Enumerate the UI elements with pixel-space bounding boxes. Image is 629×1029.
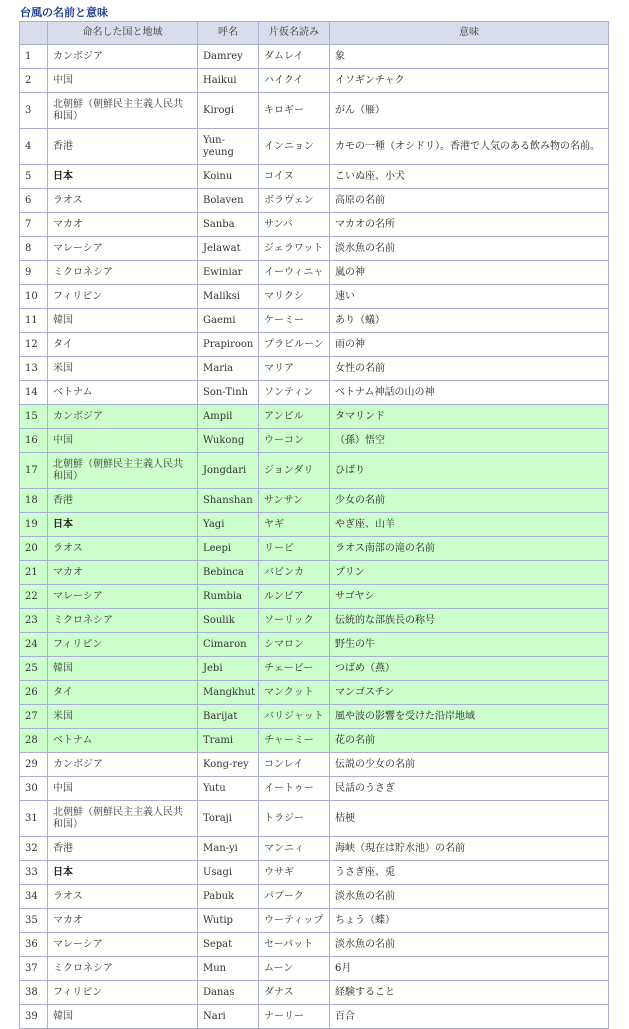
row-number-cell: 2 <box>20 69 48 93</box>
row-number-cell: 6 <box>20 189 48 213</box>
meaning-cell: 桔梗 <box>330 801 609 837</box>
meaning-cell: 野生の牛 <box>330 633 609 657</box>
meaning-cell: ラオス南部の滝の名前 <box>330 537 609 561</box>
meaning-cell: 民話のうさぎ <box>330 777 609 801</box>
katakana-reading-cell: マンニィ <box>259 837 330 861</box>
meaning-cell: 百合 <box>330 1005 609 1029</box>
katakana-reading-cell: バビンカ <box>259 561 330 585</box>
country-cell: 北朝鮮（朝鮮民主主義人民共和国） <box>48 93 198 129</box>
table-row <box>20 777 609 801</box>
romanized-name-cell: Usagi <box>198 861 259 885</box>
table-row <box>20 189 609 213</box>
romanized-name-cell: Ewiniar <box>198 261 259 285</box>
row-number-cell: 5 <box>20 165 48 189</box>
romanized-name-cell: Shanshan <box>198 489 259 513</box>
table-row <box>20 753 609 777</box>
country-cell: ラオス <box>48 537 198 561</box>
katakana-reading-cell: ナーリー <box>259 1005 330 1029</box>
meaning-cell: 伝説の少女の名前 <box>330 753 609 777</box>
table-row <box>20 801 609 837</box>
header-katakana: 片仮名読み <box>259 22 330 45</box>
romanized-name-cell: Maliksi <box>198 285 259 309</box>
meaning-cell: がん（雁） <box>330 93 609 129</box>
country-cell: 北朝鮮（朝鮮民主主義人民共和国） <box>48 801 198 837</box>
country-cell: ラオス <box>48 189 198 213</box>
romanized-name-cell: Son-Tinh <box>198 381 259 405</box>
table-row <box>20 429 609 453</box>
romanized-name-cell: Prapiroon <box>198 333 259 357</box>
katakana-reading-cell: ヤギ <box>259 513 330 537</box>
table-row <box>20 933 609 957</box>
row-number-cell: 20 <box>20 537 48 561</box>
header-meaning: 意味 <box>330 22 609 45</box>
romanized-name-cell: Wutip <box>198 909 259 933</box>
katakana-reading-cell: コイヌ <box>259 165 330 189</box>
katakana-reading-cell: ウーティップ <box>259 909 330 933</box>
row-number-cell: 7 <box>20 213 48 237</box>
row-number-cell: 28 <box>20 729 48 753</box>
row-number-cell: 3 <box>20 93 48 129</box>
country-cell: タイ <box>48 333 198 357</box>
row-number-cell: 26 <box>20 681 48 705</box>
romanized-name-cell: Danas <box>198 981 259 1005</box>
country-cell: マレーシア <box>48 585 198 609</box>
country-cell: ベトナム <box>48 381 198 405</box>
romanized-name-cell: Haikui <box>198 69 259 93</box>
meaning-cell: 海峡（現在は貯水池）の名前 <box>330 837 609 861</box>
katakana-reading-cell: プラピルーン <box>259 333 330 357</box>
romanized-name-cell: Leepi <box>198 537 259 561</box>
meaning-cell: 高原の名前 <box>330 189 609 213</box>
meaning-cell: 象 <box>330 45 609 69</box>
row-number-cell: 37 <box>20 957 48 981</box>
romanized-name-cell: Gaemi <box>198 309 259 333</box>
row-number-cell: 19 <box>20 513 48 537</box>
row-number-cell: 34 <box>20 885 48 909</box>
row-number-cell: 29 <box>20 753 48 777</box>
katakana-reading-cell: ジョンダリ <box>259 453 330 489</box>
meaning-cell: 風や波の影響を受けた沿岸地域 <box>330 705 609 729</box>
row-number-cell: 35 <box>20 909 48 933</box>
romanized-name-cell: Bebinca <box>198 561 259 585</box>
katakana-reading-cell: マンクット <box>259 681 330 705</box>
romanized-name-cell: Sepat <box>198 933 259 957</box>
romanized-name-cell: Sanba <box>198 213 259 237</box>
table-row <box>20 381 609 405</box>
katakana-reading-cell: サンサン <box>259 489 330 513</box>
country-cell: 香港 <box>48 489 198 513</box>
header-country: 命名した国と地域 <box>48 22 198 45</box>
country-cell: ラオス <box>48 885 198 909</box>
romanized-name-cell: Yagi <box>198 513 259 537</box>
row-number-cell: 15 <box>20 405 48 429</box>
country-cell: 中国 <box>48 69 198 93</box>
katakana-reading-cell: イーウィニャ <box>259 261 330 285</box>
table-row <box>20 237 609 261</box>
katakana-reading-cell: ボラヴェン <box>259 189 330 213</box>
table-row <box>20 405 609 429</box>
romanized-name-cell: Yun-yeung <box>198 129 259 165</box>
meaning-cell: つばめ（燕） <box>330 657 609 681</box>
romanized-name-cell: Jongdari <box>198 453 259 489</box>
meaning-cell: 伝統的な部族長の称号 <box>330 609 609 633</box>
table-row <box>20 861 609 885</box>
table-row <box>20 981 609 1005</box>
row-number-cell: 21 <box>20 561 48 585</box>
meaning-cell: カモの一種（オシドリ）。香港で人気のある飲み物の名前。 <box>330 129 609 165</box>
katakana-reading-cell: チャーミー <box>259 729 330 753</box>
row-number-cell: 14 <box>20 381 48 405</box>
row-number-cell: 27 <box>20 705 48 729</box>
country-cell: フィリピン <box>48 633 198 657</box>
table-row <box>20 333 609 357</box>
meaning-cell: こいぬ座、小犬 <box>330 165 609 189</box>
country-cell: 日本 <box>48 861 198 885</box>
table-row <box>20 69 609 93</box>
katakana-reading-cell: バリジャット <box>259 705 330 729</box>
row-number-cell: 25 <box>20 657 48 681</box>
table-row <box>20 657 609 681</box>
row-number-cell: 9 <box>20 261 48 285</box>
table-row <box>20 837 609 861</box>
header-number <box>20 22 48 45</box>
meaning-cell: タマリンド <box>330 405 609 429</box>
row-number-cell: 24 <box>20 633 48 657</box>
katakana-reading-cell: ソーリック <box>259 609 330 633</box>
row-number-cell: 31 <box>20 801 48 837</box>
row-number-cell: 10 <box>20 285 48 309</box>
country-cell: マレーシア <box>48 933 198 957</box>
table-row <box>20 705 609 729</box>
row-number-cell: 13 <box>20 357 48 381</box>
country-cell: 北朝鮮（朝鮮民主主義人民共和国） <box>48 453 198 489</box>
katakana-reading-cell: マリクシ <box>259 285 330 309</box>
meaning-cell: プリン <box>330 561 609 585</box>
katakana-reading-cell: マリア <box>259 357 330 381</box>
table-row <box>20 681 609 705</box>
meaning-cell: 淡水魚の名前 <box>330 237 609 261</box>
table-row <box>20 633 609 657</box>
country-cell: ベトナム <box>48 729 198 753</box>
meaning-cell: ひばり <box>330 453 609 489</box>
meaning-cell: 少女の名前 <box>330 489 609 513</box>
meaning-cell: サゴヤシ <box>330 585 609 609</box>
table-row <box>20 585 609 609</box>
romanized-name-cell: Pabuk <box>198 885 259 909</box>
meaning-cell: 6月 <box>330 957 609 981</box>
country-cell: 韓国 <box>48 309 198 333</box>
header-row <box>20 22 609 45</box>
country-cell: 香港 <box>48 129 198 165</box>
katakana-reading-cell: イートゥー <box>259 777 330 801</box>
meaning-cell: 嵐の神 <box>330 261 609 285</box>
row-number-cell: 16 <box>20 429 48 453</box>
country-cell: 米国 <box>48 705 198 729</box>
country-cell: 韓国 <box>48 1005 198 1029</box>
row-number-cell: 30 <box>20 777 48 801</box>
row-number-cell: 38 <box>20 981 48 1005</box>
romanized-name-cell: Kirogi <box>198 93 259 129</box>
katakana-reading-cell: トラジー <box>259 801 330 837</box>
romanized-name-cell: Wukong <box>198 429 259 453</box>
country-cell: ミクロネシア <box>48 261 198 285</box>
table-row <box>20 285 609 309</box>
katakana-reading-cell: インニョン <box>259 129 330 165</box>
row-number-cell: 22 <box>20 585 48 609</box>
table-row <box>20 885 609 909</box>
country-cell: 中国 <box>48 777 198 801</box>
katakana-reading-cell: リーピ <box>259 537 330 561</box>
romanized-name-cell: Barijat <box>198 705 259 729</box>
meaning-cell: 雨の神 <box>330 333 609 357</box>
romanized-name-cell: Toraji <box>198 801 259 837</box>
row-number-cell: 33 <box>20 861 48 885</box>
table-body <box>20 45 609 1029</box>
romanized-name-cell: Maria <box>198 357 259 381</box>
katakana-reading-cell: ハイクイ <box>259 69 330 93</box>
country-cell: フィリピン <box>48 981 198 1005</box>
katakana-reading-cell: ムーン <box>259 957 330 981</box>
country-cell: マカオ <box>48 561 198 585</box>
katakana-reading-cell: ジェラワット <box>259 237 330 261</box>
table-row <box>20 561 609 585</box>
table-row <box>20 45 609 69</box>
meaning-cell: ベトナム神話の山の神 <box>330 381 609 405</box>
country-cell: 日本 <box>48 165 198 189</box>
table-row <box>20 1005 609 1029</box>
katakana-reading-cell: ウサギ <box>259 861 330 885</box>
table-row <box>20 453 609 489</box>
meaning-cell: うさぎ座、兎 <box>330 861 609 885</box>
romanized-name-cell: Jelawat <box>198 237 259 261</box>
table-caption: 台風の名前と意味 <box>20 6 108 19</box>
romanized-name-cell: Kong-rey <box>198 753 259 777</box>
romanized-name-cell: Nari <box>198 1005 259 1029</box>
katakana-reading-cell: ルンビア <box>259 585 330 609</box>
row-number-cell: 17 <box>20 453 48 489</box>
katakana-reading-cell: ソンティン <box>259 381 330 405</box>
table-row <box>20 489 609 513</box>
romanized-name-cell: Jebi <box>198 657 259 681</box>
table-row <box>20 357 609 381</box>
row-number-cell: 1 <box>20 45 48 69</box>
row-number-cell: 8 <box>20 237 48 261</box>
row-number-cell: 18 <box>20 489 48 513</box>
meaning-cell: 淡水魚の名前 <box>330 885 609 909</box>
table-row <box>20 957 609 981</box>
romanized-name-cell: Bolaven <box>198 189 259 213</box>
romanized-name-cell: Mun <box>198 957 259 981</box>
country-cell: ミクロネシア <box>48 957 198 981</box>
row-number-cell: 23 <box>20 609 48 633</box>
typhoon-names-table <box>19 21 609 1029</box>
romanized-name-cell: Cimaron <box>198 633 259 657</box>
table-row <box>20 165 609 189</box>
country-cell: カンボジア <box>48 405 198 429</box>
table-row <box>20 309 609 333</box>
table-row <box>20 609 609 633</box>
meaning-cell: 女性の名前 <box>330 357 609 381</box>
row-number-cell: 4 <box>20 129 48 165</box>
country-cell: タイ <box>48 681 198 705</box>
romanized-name-cell: Ampil <box>198 405 259 429</box>
row-number-cell: 11 <box>20 309 48 333</box>
country-cell: マレーシア <box>48 237 198 261</box>
romanized-name-cell: Soulik <box>198 609 259 633</box>
meaning-cell: マンゴスチン <box>330 681 609 705</box>
meaning-cell: やぎ座、山羊 <box>330 513 609 537</box>
katakana-reading-cell: パブーク <box>259 885 330 909</box>
country-cell: カンボジア <box>48 45 198 69</box>
meaning-cell: ちょう（蝶） <box>330 909 609 933</box>
katakana-reading-cell: サンバ <box>259 213 330 237</box>
row-number-cell: 32 <box>20 837 48 861</box>
katakana-reading-cell: セーパット <box>259 933 330 957</box>
meaning-cell: 経験すること <box>330 981 609 1005</box>
country-cell: 中国 <box>48 429 198 453</box>
meaning-cell: あり（蟻） <box>330 309 609 333</box>
katakana-reading-cell: ダナス <box>259 981 330 1005</box>
katakana-reading-cell: ダムレイ <box>259 45 330 69</box>
country-cell: 香港 <box>48 837 198 861</box>
table-row <box>20 93 609 129</box>
row-number-cell: 39 <box>20 1005 48 1029</box>
katakana-reading-cell: コンレイ <box>259 753 330 777</box>
meaning-cell: マカオの名所 <box>330 213 609 237</box>
country-cell: マカオ <box>48 213 198 237</box>
romanized-name-cell: Man-yi <box>198 837 259 861</box>
katakana-reading-cell: ウーコン <box>259 429 330 453</box>
table-row <box>20 537 609 561</box>
katakana-reading-cell: キロギー <box>259 93 330 129</box>
country-cell: マカオ <box>48 909 198 933</box>
meaning-cell: 速い <box>330 285 609 309</box>
meaning-cell: 花の名前 <box>330 729 609 753</box>
table-row <box>20 213 609 237</box>
katakana-reading-cell: シマロン <box>259 633 330 657</box>
meaning-cell: 淡水魚の名前 <box>330 933 609 957</box>
table-row <box>20 909 609 933</box>
country-cell: 韓国 <box>48 657 198 681</box>
row-number-cell: 12 <box>20 333 48 357</box>
romanized-name-cell: Koinu <box>198 165 259 189</box>
row-number-cell: 36 <box>20 933 48 957</box>
katakana-reading-cell: アンピル <box>259 405 330 429</box>
katakana-reading-cell: ケーミー <box>259 309 330 333</box>
table-row <box>20 729 609 753</box>
country-cell: フィリピン <box>48 285 198 309</box>
romanized-name-cell: Trami <box>198 729 259 753</box>
romanized-name-cell: Damrey <box>198 45 259 69</box>
romanized-name-cell: Rumbia <box>198 585 259 609</box>
country-cell: 日本 <box>48 513 198 537</box>
table-row <box>20 513 609 537</box>
katakana-reading-cell: チェービー <box>259 657 330 681</box>
country-cell: カンボジア <box>48 753 198 777</box>
romanized-name-cell: Yutu <box>198 777 259 801</box>
header-name: 呼名 <box>198 22 259 45</box>
meaning-cell: イソギンチャク <box>330 69 609 93</box>
romanized-name-cell: Mangkhut <box>198 681 259 705</box>
table-row <box>20 129 609 165</box>
meaning-cell: （孫）悟空 <box>330 429 609 453</box>
country-cell: ミクロネシア <box>48 609 198 633</box>
country-cell: 米国 <box>48 357 198 381</box>
table-row <box>20 261 609 285</box>
